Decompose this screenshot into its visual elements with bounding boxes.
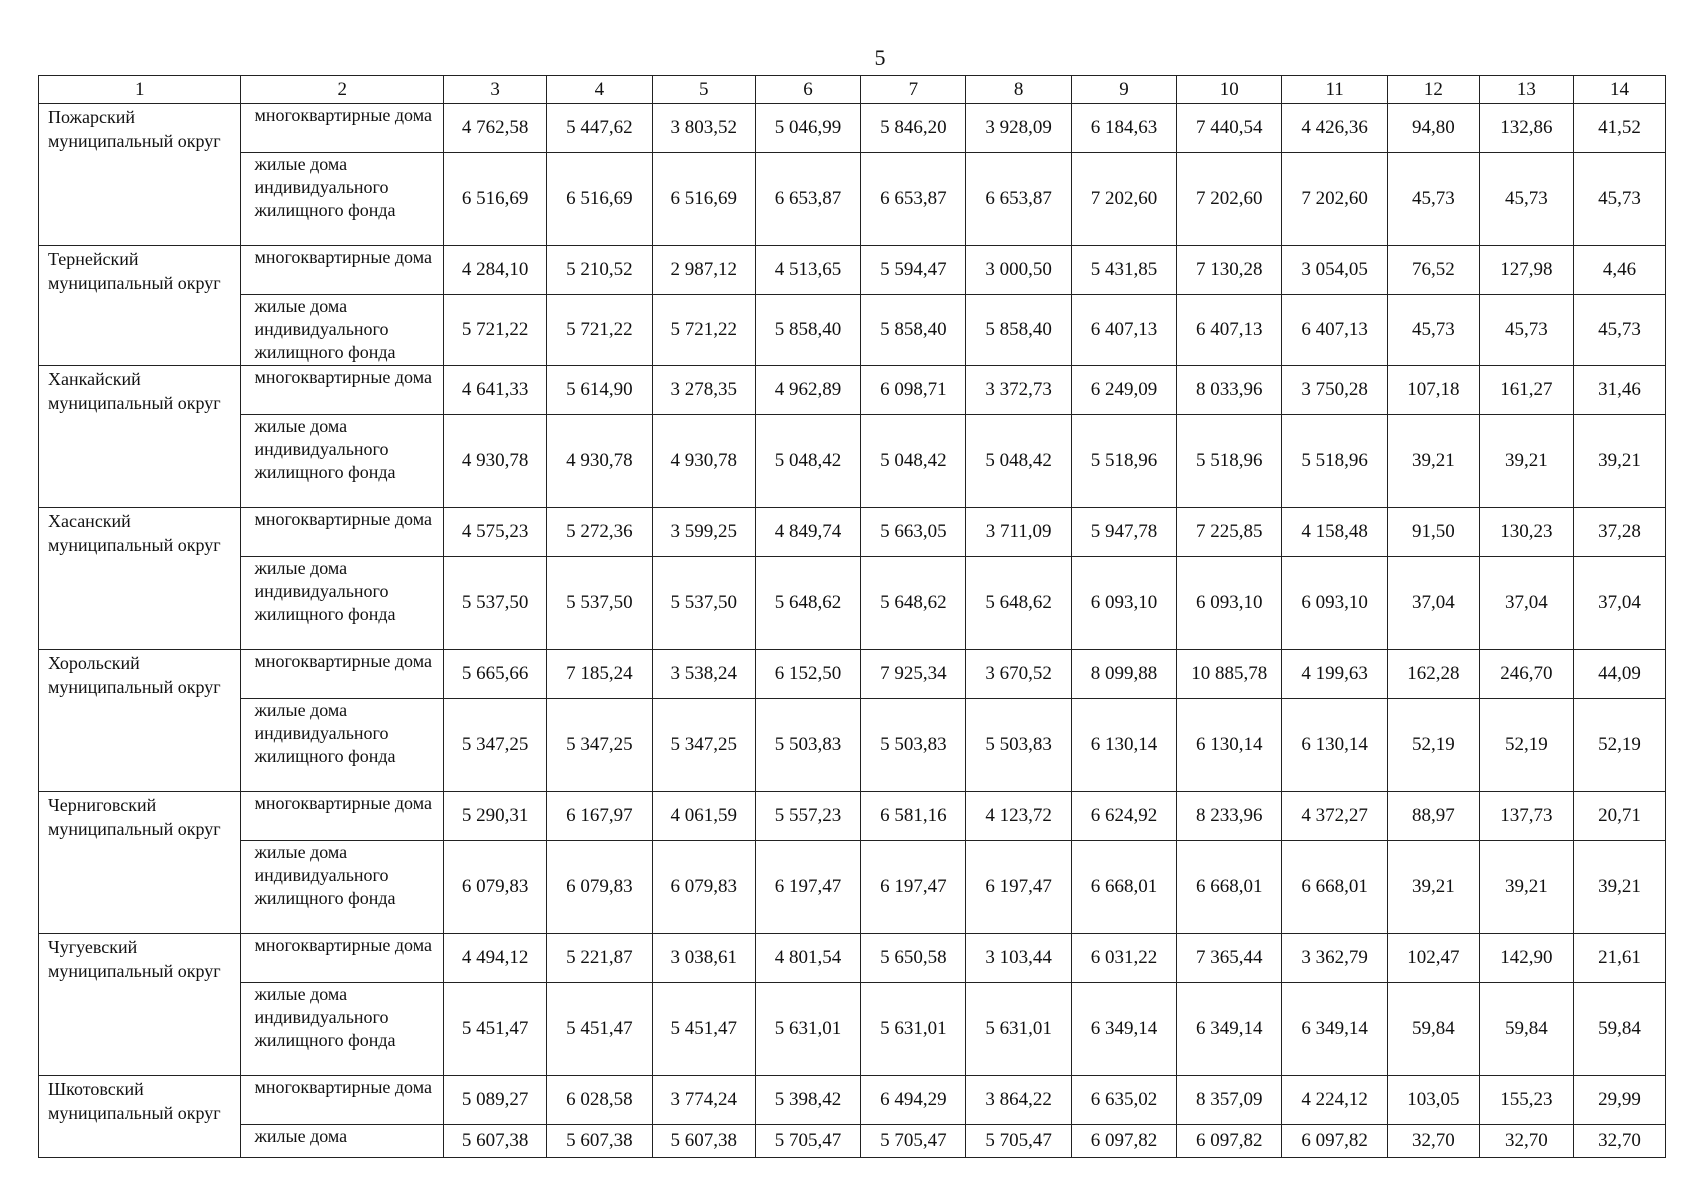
- housing-type: многоквартирные дома: [241, 934, 443, 983]
- value-cell: 45,73: [1573, 153, 1665, 246]
- value-cell: 5 272,36: [547, 508, 652, 557]
- value-cell: 6 249,09: [1071, 366, 1176, 415]
- column-header: 10: [1177, 76, 1282, 104]
- value-cell: 39,21: [1387, 841, 1479, 934]
- value-cell: 5 607,38: [547, 1125, 652, 1158]
- value-cell: 5 705,47: [861, 1125, 966, 1158]
- table-row-individual-houses: [39, 295, 1666, 366]
- column-header: 4: [547, 76, 652, 104]
- value-cell: 6 097,82: [1071, 1125, 1176, 1158]
- value-cell: 91,50: [1387, 508, 1479, 557]
- value-cell: 5 210,52: [547, 246, 652, 295]
- value-cell: 5 594,47: [861, 246, 966, 295]
- value-cell: 39,21: [1387, 415, 1479, 508]
- table-row-apartment-buildings: [39, 650, 1666, 699]
- value-cell: 6 407,13: [1177, 295, 1282, 366]
- value-cell: 5 631,01: [861, 983, 966, 1076]
- value-cell: 6 516,69: [443, 153, 546, 246]
- value-cell: 4 641,33: [443, 366, 546, 415]
- value-cell: 5 858,40: [755, 295, 860, 366]
- table-row-individual-houses: [39, 983, 1666, 1076]
- column-header: 6: [755, 76, 860, 104]
- value-cell: 5 503,83: [966, 699, 1071, 792]
- value-cell: 5 705,47: [966, 1125, 1071, 1158]
- value-cell: 6 079,83: [652, 841, 755, 934]
- value-cell: 4 762,58: [443, 104, 546, 153]
- table-row-apartment-buildings: [39, 366, 1666, 415]
- value-cell: 5 858,40: [861, 295, 966, 366]
- header-row: [39, 76, 1666, 104]
- value-cell: 6 635,02: [1071, 1076, 1176, 1125]
- table-row-apartment-buildings: [39, 104, 1666, 153]
- housing-type: многоквартирные дома: [241, 650, 443, 699]
- value-cell: 4 061,59: [652, 792, 755, 841]
- value-cell: 3 864,22: [966, 1076, 1071, 1125]
- value-cell: 6 668,01: [1177, 841, 1282, 934]
- value-cell: 3 599,25: [652, 508, 755, 557]
- value-cell: 45,73: [1387, 153, 1479, 246]
- housing-type: жилые дома: [241, 1125, 443, 1158]
- value-cell: 6 093,10: [1177, 557, 1282, 650]
- column-header: 12: [1387, 76, 1479, 104]
- value-cell: 4 575,23: [443, 508, 546, 557]
- value-cell: 5 290,31: [443, 792, 546, 841]
- value-cell: 5 046,99: [755, 104, 860, 153]
- value-cell: 5 947,78: [1071, 508, 1176, 557]
- value-cell: 6 407,13: [1071, 295, 1176, 366]
- value-cell: 44,09: [1573, 650, 1665, 699]
- value-cell: 5 537,50: [652, 557, 755, 650]
- value-cell: 76,52: [1387, 246, 1479, 295]
- value-cell: 4 123,72: [966, 792, 1071, 841]
- value-cell: 3 711,09: [966, 508, 1071, 557]
- column-header: 7: [861, 76, 966, 104]
- value-cell: 4 426,36: [1282, 104, 1387, 153]
- table-row-individual-houses: [39, 841, 1666, 934]
- value-cell: 6 197,47: [861, 841, 966, 934]
- value-cell: 6 349,14: [1177, 983, 1282, 1076]
- value-cell: 103,05: [1387, 1076, 1479, 1125]
- value-cell: 3 538,24: [652, 650, 755, 699]
- value-cell: 7 202,60: [1177, 153, 1282, 246]
- value-cell: 41,52: [1573, 104, 1665, 153]
- value-cell: 5 221,87: [547, 934, 652, 983]
- value-cell: 5 665,66: [443, 650, 546, 699]
- district-name: Чугуевский муниципальный округ: [39, 934, 241, 1076]
- value-cell: 155,23: [1479, 1076, 1573, 1125]
- value-cell: 6 653,87: [966, 153, 1071, 246]
- value-cell: 32,70: [1387, 1125, 1479, 1158]
- value-cell: 7 440,54: [1177, 104, 1282, 153]
- value-cell: 6 130,14: [1282, 699, 1387, 792]
- value-cell: 45,73: [1479, 295, 1573, 366]
- district-name: Пожарский муниципальный округ: [39, 104, 241, 246]
- value-cell: 6 494,29: [861, 1076, 966, 1125]
- value-cell: 4 849,74: [755, 508, 860, 557]
- value-cell: 52,19: [1573, 699, 1665, 792]
- value-cell: 4 224,12: [1282, 1076, 1387, 1125]
- value-cell: 5 721,22: [443, 295, 546, 366]
- value-cell: 45,73: [1387, 295, 1479, 366]
- district-name: Хасанский муниципальный округ: [39, 508, 241, 650]
- value-cell: 7 225,85: [1177, 508, 1282, 557]
- value-cell: 6 653,87: [861, 153, 966, 246]
- value-cell: 3 054,05: [1282, 246, 1387, 295]
- value-cell: 4 962,89: [755, 366, 860, 415]
- value-cell: 32,70: [1479, 1125, 1573, 1158]
- value-cell: 4 930,78: [652, 415, 755, 508]
- table-row-individual-houses: [39, 1125, 1666, 1158]
- value-cell: 4,46: [1573, 246, 1665, 295]
- value-cell: 5 089,27: [443, 1076, 546, 1125]
- value-cell: 4 372,27: [1282, 792, 1387, 841]
- value-cell: 6 184,63: [1071, 104, 1176, 153]
- value-cell: 6 581,16: [861, 792, 966, 841]
- value-cell: 45,73: [1573, 295, 1665, 366]
- value-cell: 6 407,13: [1282, 295, 1387, 366]
- tariff-table: [38, 75, 1666, 1158]
- value-cell: 4 801,54: [755, 934, 860, 983]
- value-cell: 45,73: [1479, 153, 1573, 246]
- page-number: 5: [874, 45, 886, 70]
- value-cell: 107,18: [1387, 366, 1479, 415]
- value-cell: 6 130,14: [1071, 699, 1176, 792]
- value-cell: 5 347,25: [443, 699, 546, 792]
- value-cell: 3 750,28: [1282, 366, 1387, 415]
- value-cell: 5 557,23: [755, 792, 860, 841]
- housing-type: жилые дома индивидуального жилищного фонда: [241, 841, 443, 934]
- value-cell: 6 197,47: [966, 841, 1071, 934]
- value-cell: 7 925,34: [861, 650, 966, 699]
- value-cell: 8 033,96: [1177, 366, 1282, 415]
- value-cell: 7 130,28: [1177, 246, 1282, 295]
- column-header: 1: [39, 76, 241, 104]
- value-cell: 5 648,62: [861, 557, 966, 650]
- value-cell: 2 987,12: [652, 246, 755, 295]
- value-cell: 10 885,78: [1177, 650, 1282, 699]
- value-cell: 5 705,47: [755, 1125, 860, 1158]
- column-header: 5: [652, 76, 755, 104]
- table-row-apartment-buildings: [39, 1076, 1666, 1125]
- column-header: 2: [241, 76, 443, 104]
- housing-type: жилые дома индивидуального жилищного фонда: [241, 295, 443, 366]
- value-cell: 5 648,62: [755, 557, 860, 650]
- value-cell: 6 031,22: [1071, 934, 1176, 983]
- value-cell: 52,19: [1479, 699, 1573, 792]
- value-cell: 5 518,96: [1071, 415, 1176, 508]
- value-cell: 5 518,96: [1177, 415, 1282, 508]
- housing-type: многоквартирные дома: [241, 246, 443, 295]
- value-cell: 6 028,58: [547, 1076, 652, 1125]
- value-cell: 5 663,05: [861, 508, 966, 557]
- value-cell: 59,84: [1387, 983, 1479, 1076]
- column-header: 9: [1071, 76, 1176, 104]
- value-cell: 4 199,63: [1282, 650, 1387, 699]
- value-cell: 6 097,82: [1282, 1125, 1387, 1158]
- value-cell: 5 721,22: [652, 295, 755, 366]
- district-name: Черниговский муниципальный округ: [39, 792, 241, 934]
- value-cell: 246,70: [1479, 650, 1573, 699]
- value-cell: 39,21: [1573, 841, 1665, 934]
- value-cell: 6 152,50: [755, 650, 860, 699]
- value-cell: 3 928,09: [966, 104, 1071, 153]
- value-cell: 127,98: [1479, 246, 1573, 295]
- value-cell: 88,97: [1387, 792, 1479, 841]
- value-cell: 6 197,47: [755, 841, 860, 934]
- value-cell: 31,46: [1573, 366, 1665, 415]
- value-cell: 5 048,42: [966, 415, 1071, 508]
- value-cell: 161,27: [1479, 366, 1573, 415]
- value-cell: 6 653,87: [755, 153, 860, 246]
- table-row-individual-houses: [39, 699, 1666, 792]
- value-cell: 7 185,24: [547, 650, 652, 699]
- value-cell: 4 284,10: [443, 246, 546, 295]
- value-cell: 5 648,62: [966, 557, 1071, 650]
- value-cell: 37,04: [1479, 557, 1573, 650]
- housing-type: многоквартирные дома: [241, 104, 443, 153]
- value-cell: 4 930,78: [443, 415, 546, 508]
- value-cell: 5 048,42: [755, 415, 860, 508]
- value-cell: 7 202,60: [1282, 153, 1387, 246]
- value-cell: 3 803,52: [652, 104, 755, 153]
- district-name: Тернейский муниципальный округ: [39, 246, 241, 366]
- value-cell: 7 365,44: [1177, 934, 1282, 983]
- value-cell: 162,28: [1387, 650, 1479, 699]
- value-cell: 5 347,25: [547, 699, 652, 792]
- table-row-apartment-buildings: [39, 246, 1666, 295]
- table-row-individual-houses: [39, 415, 1666, 508]
- value-cell: 3 362,79: [1282, 934, 1387, 983]
- value-cell: 5 846,20: [861, 104, 966, 153]
- value-cell: 102,47: [1387, 934, 1479, 983]
- district-name: Хорольский муниципальный округ: [39, 650, 241, 792]
- value-cell: 6 098,71: [861, 366, 966, 415]
- value-cell: 6 668,01: [1071, 841, 1176, 934]
- value-cell: 5 858,40: [966, 295, 1071, 366]
- table-row-individual-houses: [39, 557, 1666, 650]
- value-cell: 6 079,83: [443, 841, 546, 934]
- value-cell: 5 503,83: [755, 699, 860, 792]
- housing-type: жилые дома индивидуального жилищного фонда: [241, 153, 443, 246]
- value-cell: 52,19: [1387, 699, 1479, 792]
- value-cell: 7 202,60: [1071, 153, 1176, 246]
- value-cell: 5 518,96: [1282, 415, 1387, 508]
- value-cell: 3 372,73: [966, 366, 1071, 415]
- value-cell: 39,21: [1479, 841, 1573, 934]
- value-cell: 6 167,97: [547, 792, 652, 841]
- value-cell: 6 668,01: [1282, 841, 1387, 934]
- value-cell: 6 349,14: [1071, 983, 1176, 1076]
- value-cell: 5 650,58: [861, 934, 966, 983]
- value-cell: 5 537,50: [547, 557, 652, 650]
- value-cell: 142,90: [1479, 934, 1573, 983]
- value-cell: 39,21: [1479, 415, 1573, 508]
- value-cell: 5 614,90: [547, 366, 652, 415]
- table-row-apartment-buildings: [39, 934, 1666, 983]
- district-name: Шкотовский муниципальный округ: [39, 1076, 241, 1158]
- housing-type: многоквартирные дома: [241, 792, 443, 841]
- value-cell: 5 048,42: [861, 415, 966, 508]
- value-cell: 4 158,48: [1282, 508, 1387, 557]
- table-row-apartment-buildings: [39, 508, 1666, 557]
- value-cell: 6 093,10: [1071, 557, 1176, 650]
- housing-type: многоквартирные дома: [241, 508, 443, 557]
- value-cell: 5 537,50: [443, 557, 546, 650]
- value-cell: 59,84: [1479, 983, 1573, 1076]
- value-cell: 37,04: [1387, 557, 1479, 650]
- value-cell: 3 774,24: [652, 1076, 755, 1125]
- value-cell: 5 431,85: [1071, 246, 1176, 295]
- value-cell: 5 451,47: [652, 983, 755, 1076]
- district-name: Ханкайский муниципальный округ: [39, 366, 241, 508]
- value-cell: 3 000,50: [966, 246, 1071, 295]
- value-cell: 4 494,12: [443, 934, 546, 983]
- value-cell: 5 721,22: [547, 295, 652, 366]
- column-header: 13: [1479, 76, 1573, 104]
- value-cell: 132,86: [1479, 104, 1573, 153]
- value-cell: 6 516,69: [652, 153, 755, 246]
- value-cell: 20,71: [1573, 792, 1665, 841]
- housing-type: жилые дома индивидуального жилищного фонда: [241, 699, 443, 792]
- table-row-apartment-buildings: [39, 792, 1666, 841]
- value-cell: 6 516,69: [547, 153, 652, 246]
- value-cell: 5 631,01: [755, 983, 860, 1076]
- column-header: 8: [966, 76, 1071, 104]
- value-cell: 5 398,42: [755, 1076, 860, 1125]
- housing-type: жилые дома индивидуального жилищного фонда: [241, 557, 443, 650]
- value-cell: 6 349,14: [1282, 983, 1387, 1076]
- column-header: 14: [1573, 76, 1665, 104]
- value-cell: 5 451,47: [443, 983, 546, 1076]
- table-row-individual-houses: [39, 153, 1666, 246]
- value-cell: 6 130,14: [1177, 699, 1282, 792]
- value-cell: 32,70: [1573, 1125, 1665, 1158]
- value-cell: 4 930,78: [547, 415, 652, 508]
- housing-type: многоквартирные дома: [241, 1076, 443, 1125]
- value-cell: 39,21: [1573, 415, 1665, 508]
- value-cell: 59,84: [1573, 983, 1665, 1076]
- value-cell: 6 624,92: [1071, 792, 1176, 841]
- housing-type: жилые дома индивидуального жилищного фонда: [241, 983, 443, 1076]
- value-cell: 130,23: [1479, 508, 1573, 557]
- value-cell: 6 097,82: [1177, 1125, 1282, 1158]
- value-cell: 29,99: [1573, 1076, 1665, 1125]
- value-cell: 5 347,25: [652, 699, 755, 792]
- value-cell: 3 670,52: [966, 650, 1071, 699]
- column-header: 11: [1282, 76, 1387, 104]
- value-cell: 94,80: [1387, 104, 1479, 153]
- value-cell: 5 503,83: [861, 699, 966, 792]
- value-cell: 8 233,96: [1177, 792, 1282, 841]
- value-cell: 6 093,10: [1282, 557, 1387, 650]
- value-cell: 3 278,35: [652, 366, 755, 415]
- value-cell: 5 451,47: [547, 983, 652, 1076]
- value-cell: 37,28: [1573, 508, 1665, 557]
- value-cell: 5 631,01: [966, 983, 1071, 1076]
- value-cell: 5 607,38: [443, 1125, 546, 1158]
- value-cell: 4 513,65: [755, 246, 860, 295]
- value-cell: 37,04: [1573, 557, 1665, 650]
- value-cell: 5 447,62: [547, 104, 652, 153]
- value-cell: 21,61: [1573, 934, 1665, 983]
- value-cell: 137,73: [1479, 792, 1573, 841]
- value-cell: 5 607,38: [652, 1125, 755, 1158]
- housing-type: многоквартирные дома: [241, 366, 443, 415]
- housing-type: жилые дома индивидуального жилищного фонда: [241, 415, 443, 508]
- value-cell: 3 038,61: [652, 934, 755, 983]
- value-cell: 3 103,44: [966, 934, 1071, 983]
- value-cell: 8 099,88: [1071, 650, 1176, 699]
- column-header: 3: [443, 76, 546, 104]
- value-cell: 8 357,09: [1177, 1076, 1282, 1125]
- value-cell: 6 079,83: [547, 841, 652, 934]
